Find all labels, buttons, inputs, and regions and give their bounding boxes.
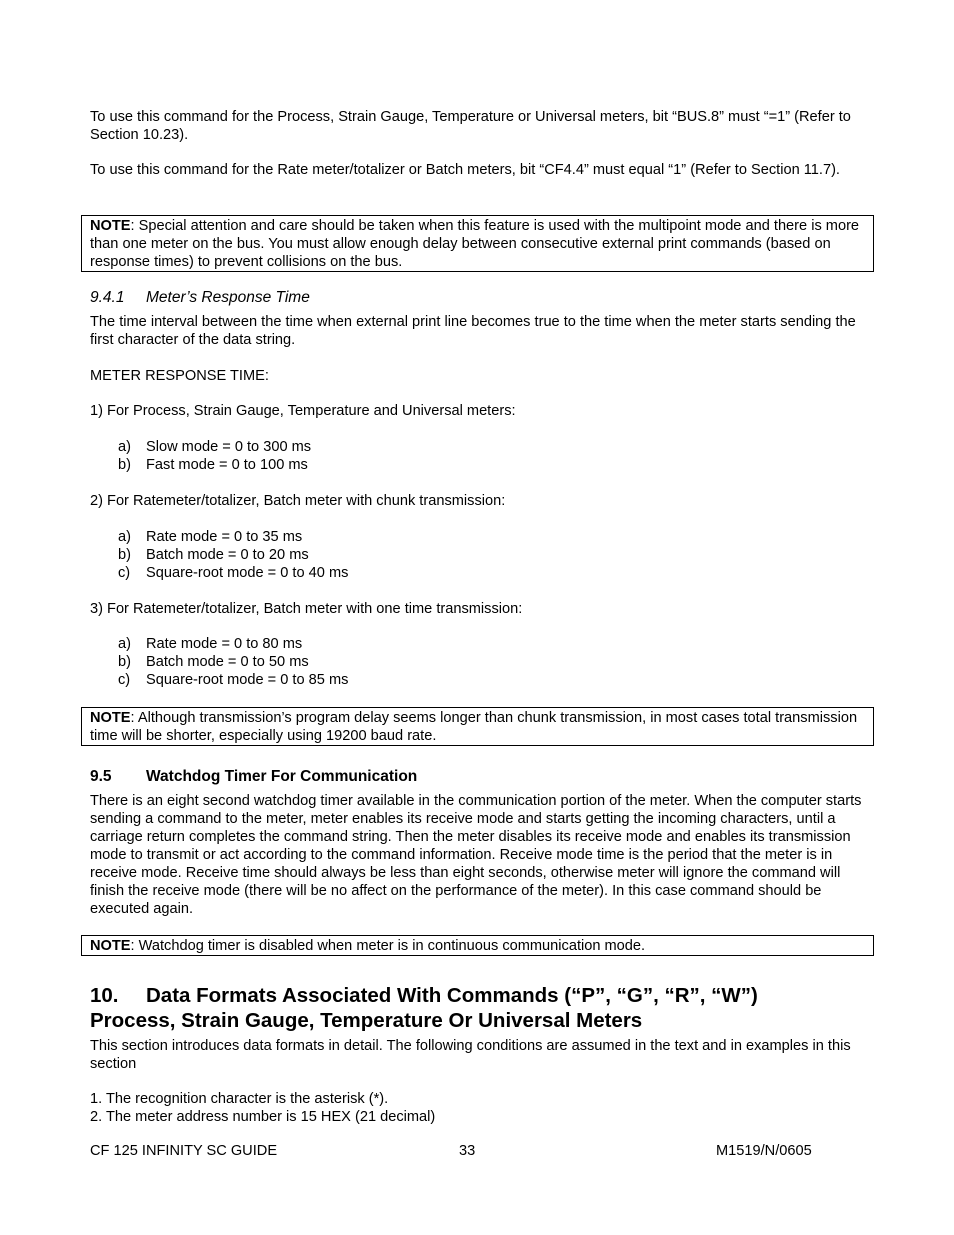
group-3-heading: 3) For Ratemeter/totalizer, Batch meter with one time transmission: [90, 601, 523, 617]
list-item: b) Batch mode = 0 to 20 ms [118, 547, 309, 563]
section-number: 10. [90, 984, 119, 1007]
section-title: Watchdog Timer For Communication [146, 768, 418, 785]
footer-doc-code: M1519/N/0605 [716, 1143, 812, 1159]
list-item: a) Rate mode = 0 to 80 ms [118, 636, 303, 652]
condition-1: 1. The recognition character is the asterisk (*). [90, 1091, 389, 1107]
section-title-line-1: Data Formats Associated With Commands (“P”, “G”, “R”, “W”) [146, 984, 758, 1007]
section-9-5-heading [90, 768, 417, 786]
watchdog-paragraph: There is an eight second watchdog timer available in the communication portion of the meter. When the computer starts sending a command to the meter, meter enables its receive mode and starts getting the incoming characters, until a carriage return completes the command string. Then the meter disables its receive mode and enables its transmission mode to transmit or act according to the command information. Receive mode time is the period that the meter is in receive mode. Receive time should always be less than eight seconds, otherwise meter will ignore the command will finish the receive mode (there will be no affect on the performance of the meter). In this case command should be executed again. [90, 793, 862, 917]
section-number: 9.5 [90, 768, 112, 785]
note-label: NOTE [90, 710, 131, 726]
list-item: b) Batch mode = 0 to 50 ms [118, 654, 309, 670]
footer-page-number: 33 [459, 1143, 476, 1159]
group-1-heading: 1) For Process, Strain Gauge, Temperature and Universal meters: [90, 403, 516, 419]
section-10-intro: This section introduces data formats in detail. The following conditions are assumed in the text and in examples in this section [90, 1038, 851, 1072]
list-item: c) Square-root mode = 0 to 85 ms [118, 672, 349, 688]
condition-2: 2. The meter address number is 15 HEX (21 decimal) [90, 1109, 436, 1125]
section-10-heading [90, 983, 890, 1033]
list-item: b) Fast mode = 0 to 100 ms [118, 457, 308, 473]
list-item: c) Square-root mode = 0 to 40 ms [118, 565, 349, 581]
response-time-paragraph: The time interval between the time when external print line becomes true to the time when the meter starts sending the first character of the data string. [90, 314, 856, 348]
intro-paragraph-1: To use this command for the Process, Strain Gauge, Temperature or Universal meters, bit “BUS.8” must “=1” (Refer to Section 10.23). [90, 109, 851, 143]
response-time-label: METER RESPONSE TIME: [90, 368, 269, 384]
note-text: : Special attention and care should be taken when this feature is used with the multipoint mode and there is more than one meter on the bus. You must allow enough delay between consecutive external print commands (based on response times) to prevent collisions on the bus. [90, 218, 860, 270]
list-item: a) Slow mode = 0 to 300 ms [118, 439, 312, 455]
footer-title: CF 125 INFINITY SC GUIDE [90, 1143, 278, 1159]
note-text: : Although transmission’s program delay seems longer than chunk transmission, in most cases total transmission time will be shorter, especially using 19200 baud rate. [90, 710, 858, 744]
list-item: a) Rate mode = 0 to 35 ms [118, 529, 303, 545]
note-box-watchdog [81, 935, 874, 956]
note-text: : Watchdog timer is disabled when meter is in continuous communication mode. [130, 938, 646, 954]
note-box-transmission [81, 707, 874, 746]
note-box-multipoint [81, 215, 874, 272]
note-label: NOTE [90, 218, 131, 234]
section-9-4-1-heading [90, 289, 310, 307]
group-2-heading: 2) For Ratemeter/totalizer, Batch meter with chunk transmission: [90, 493, 506, 509]
section-title: Meter’s Response Time [146, 289, 310, 306]
section-number: 9.4.1 [90, 289, 125, 306]
intro-paragraph-2: To use this command for the Rate meter/totalizer or Batch meters, bit “CF4.4” must equal “1” (Refer to Section 11.7). [90, 162, 840, 178]
note-label: NOTE [90, 938, 131, 954]
section-title-line-2: Process, Strain Gauge, Temperature Or Universal Meters [90, 1009, 643, 1032]
